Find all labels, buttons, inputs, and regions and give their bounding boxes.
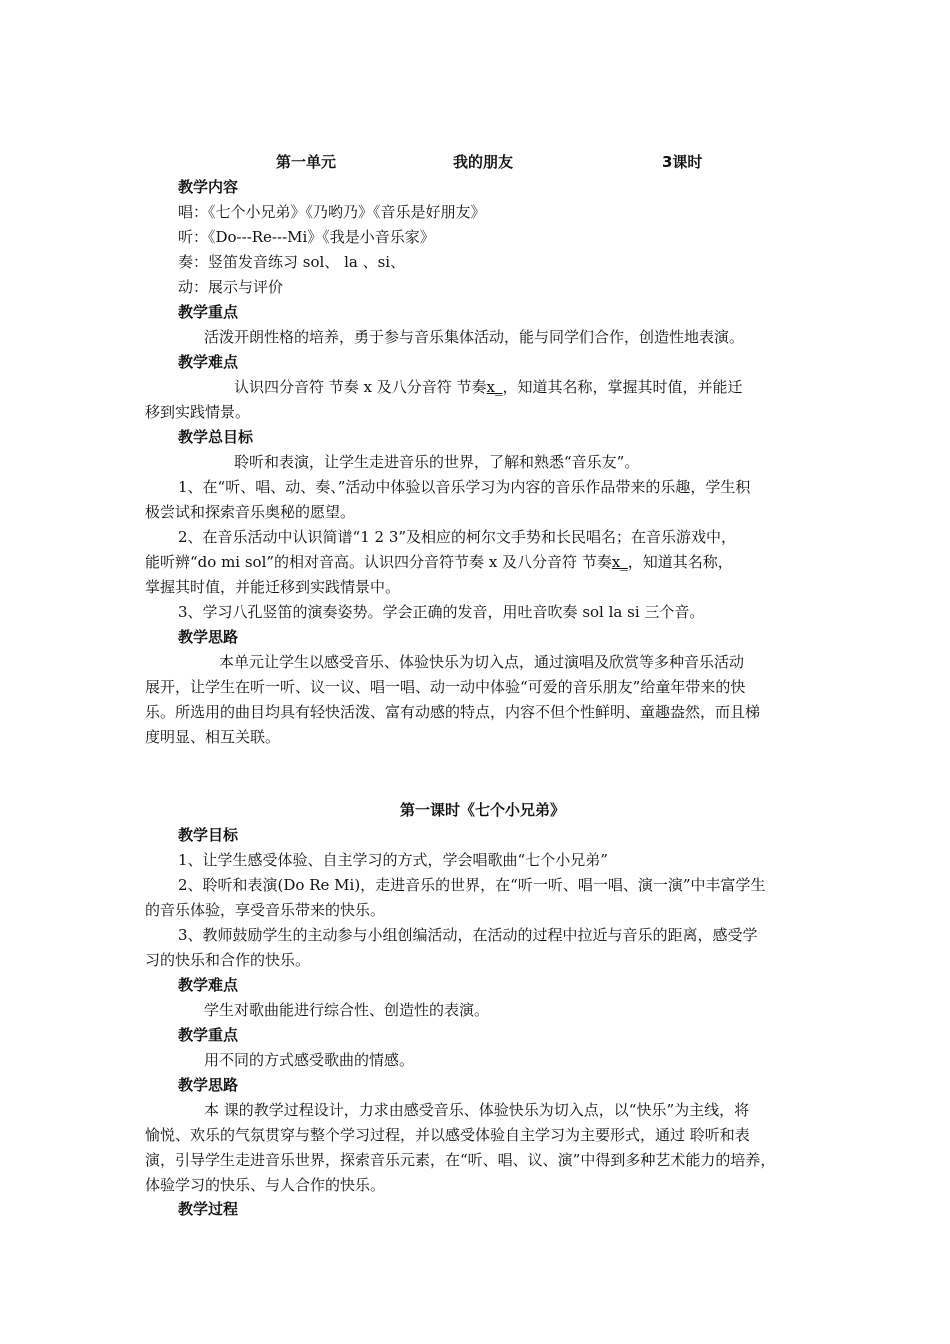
content-line: 奏：竖笛发音练习 sol、 la 、si、	[178, 253, 406, 271]
lesson-goal-2-cont: 的音乐体验，享受音乐带来的快乐。	[145, 901, 386, 919]
unit-goal-2-cont-2: 掌握其时值，并能迁移到实践情景中。	[145, 578, 401, 596]
goal-2-text-a: 能听辨“do mi sol”的相对音高。认识四分音符节奏 x 及八分音符 节奏	[145, 553, 612, 571]
lesson-idea-line: 体验学习的快乐、与人合作的快乐。	[145, 1176, 386, 1194]
unit-goal-heading: 教学总目标	[178, 428, 254, 446]
content-line: 听：《Do---Re---Mi》《我是小音乐家》	[178, 228, 435, 246]
lesson-idea-heading: 教学思路	[178, 1076, 239, 1094]
unit-goal-1: 1、在“听、唱、动、奏、”活动中体验以音乐学习为内容的音乐作品带来的乐趣，学生积	[178, 478, 751, 496]
unit-difficulty-heading: 教学难点	[178, 353, 239, 371]
goal-2-text-b: ，知道其名称，	[627, 553, 733, 571]
lesson-process-heading: 教学过程	[178, 1200, 239, 1218]
unit-topic: 我的朋友	[453, 153, 514, 171]
unit-content-heading: 教学内容	[178, 178, 239, 196]
unit-idea-line: 乐。所选用的曲目均具有轻快活泼、富有动感的特点，内容不但个性鲜明、童趣盎然，而且梯	[145, 703, 761, 721]
unit-focus-text: 活泼开朗性格的培养，勇于参与音乐集体活动，能与同学们合作，创造性地表演。	[204, 328, 745, 346]
lesson-focus-text: 用不同的方式感受歌曲的情感。	[204, 1051, 415, 1069]
lesson-goal-heading: 教学目标	[178, 826, 239, 844]
unit-goal-2-cont	[145, 552, 733, 572]
unit-idea-line: 本单元让学生以感受音乐、体验快乐为切入点，通过演唱及欣赏等多种音乐活动	[219, 653, 745, 671]
unit-idea-heading: 教学思路	[178, 628, 239, 646]
unit-difficulty-line-2: 移到实践情景。	[145, 403, 251, 421]
unit-idea-line: 度明显、相互关联。	[145, 728, 281, 746]
difficulty-text-b: ，知道其名称，掌握其时值，并能迁	[502, 378, 743, 396]
lesson-goal-3: 3、教师鼓励学生的主动参与小组创编活动，在活动的过程中拉近与音乐的距离，感受学	[178, 926, 758, 944]
difficulty-text-a: 认识四分音符 节奏 x 及八分音符 节奏	[234, 378, 487, 396]
lesson-difficulty-heading: 教学难点	[178, 976, 239, 994]
unit-hours: 3课时	[662, 153, 703, 171]
content-line: 动：展示与评价	[178, 278, 284, 296]
eighth-note-symbol: x_	[611, 553, 628, 571]
lesson-idea-line: 演，引导学生走进音乐世界，探索音乐元素，在“听、唱、议、演”中得到多种艺术能力的培养，	[145, 1151, 776, 1169]
lesson-idea-line: 愉悦、欢乐的气氛贯穿与整个学习过程，并以感受体验自主学习为主要形式，通过 聆听和表	[145, 1126, 750, 1144]
lesson-goal-3-cont: 习的快乐和合作的快乐。	[145, 951, 311, 969]
lesson-idea-line: 本 课的教学过程设计，力求由感受音乐、体验快乐为切入点，以“快乐”为主线，将	[204, 1101, 750, 1119]
unit-focus-heading: 教学重点	[178, 303, 239, 321]
lesson-title: 第一课时《七个小兄弟》	[400, 801, 566, 819]
content-line: 唱：《七个小兄弟》《乃哟乃》《音乐是好朋友》	[178, 203, 486, 221]
unit-idea-line: 展开，让学生在听一听、议一议、唱一唱、动一动中体验“可爱的音乐朋友”给童年带来的快	[145, 678, 746, 696]
lesson-focus-heading: 教学重点	[178, 1026, 239, 1044]
unit-difficulty-line	[234, 377, 743, 397]
unit-goal-2: 2、在音乐活动中认识简谱“1 2 3”及相应的柯尔文手势和长民唱名；在音乐游戏中，	[178, 528, 737, 546]
unit-goal-intro: 聆听和表演，让学生走进音乐的世界，了解和熟悉“音乐友”。	[234, 453, 640, 471]
lesson-goal-1: 1、让学生感受体验、自主学习的方式，学会唱歌曲“七个小兄弟”	[178, 851, 608, 869]
unit-goal-1-cont: 极尝试和探索音乐奥秘的愿望。	[145, 503, 356, 521]
lesson-goal-2: 2、聆听和表演(Do Re Mi)，走进音乐的世界，在“听一听、唱一唱、演一演”中丰富学生	[178, 876, 766, 894]
eighth-note-symbol: x_	[486, 378, 503, 396]
unit-goal-3: 3、学习八孔竖笛的演奏姿势。学会正确的发音，用吐音吹奏 sol la si 三个音。	[178, 603, 705, 621]
lesson-difficulty-text: 学生对歌曲能进行综合性、创造性的表演。	[204, 1001, 490, 1019]
unit-title: 第一单元	[276, 153, 337, 171]
